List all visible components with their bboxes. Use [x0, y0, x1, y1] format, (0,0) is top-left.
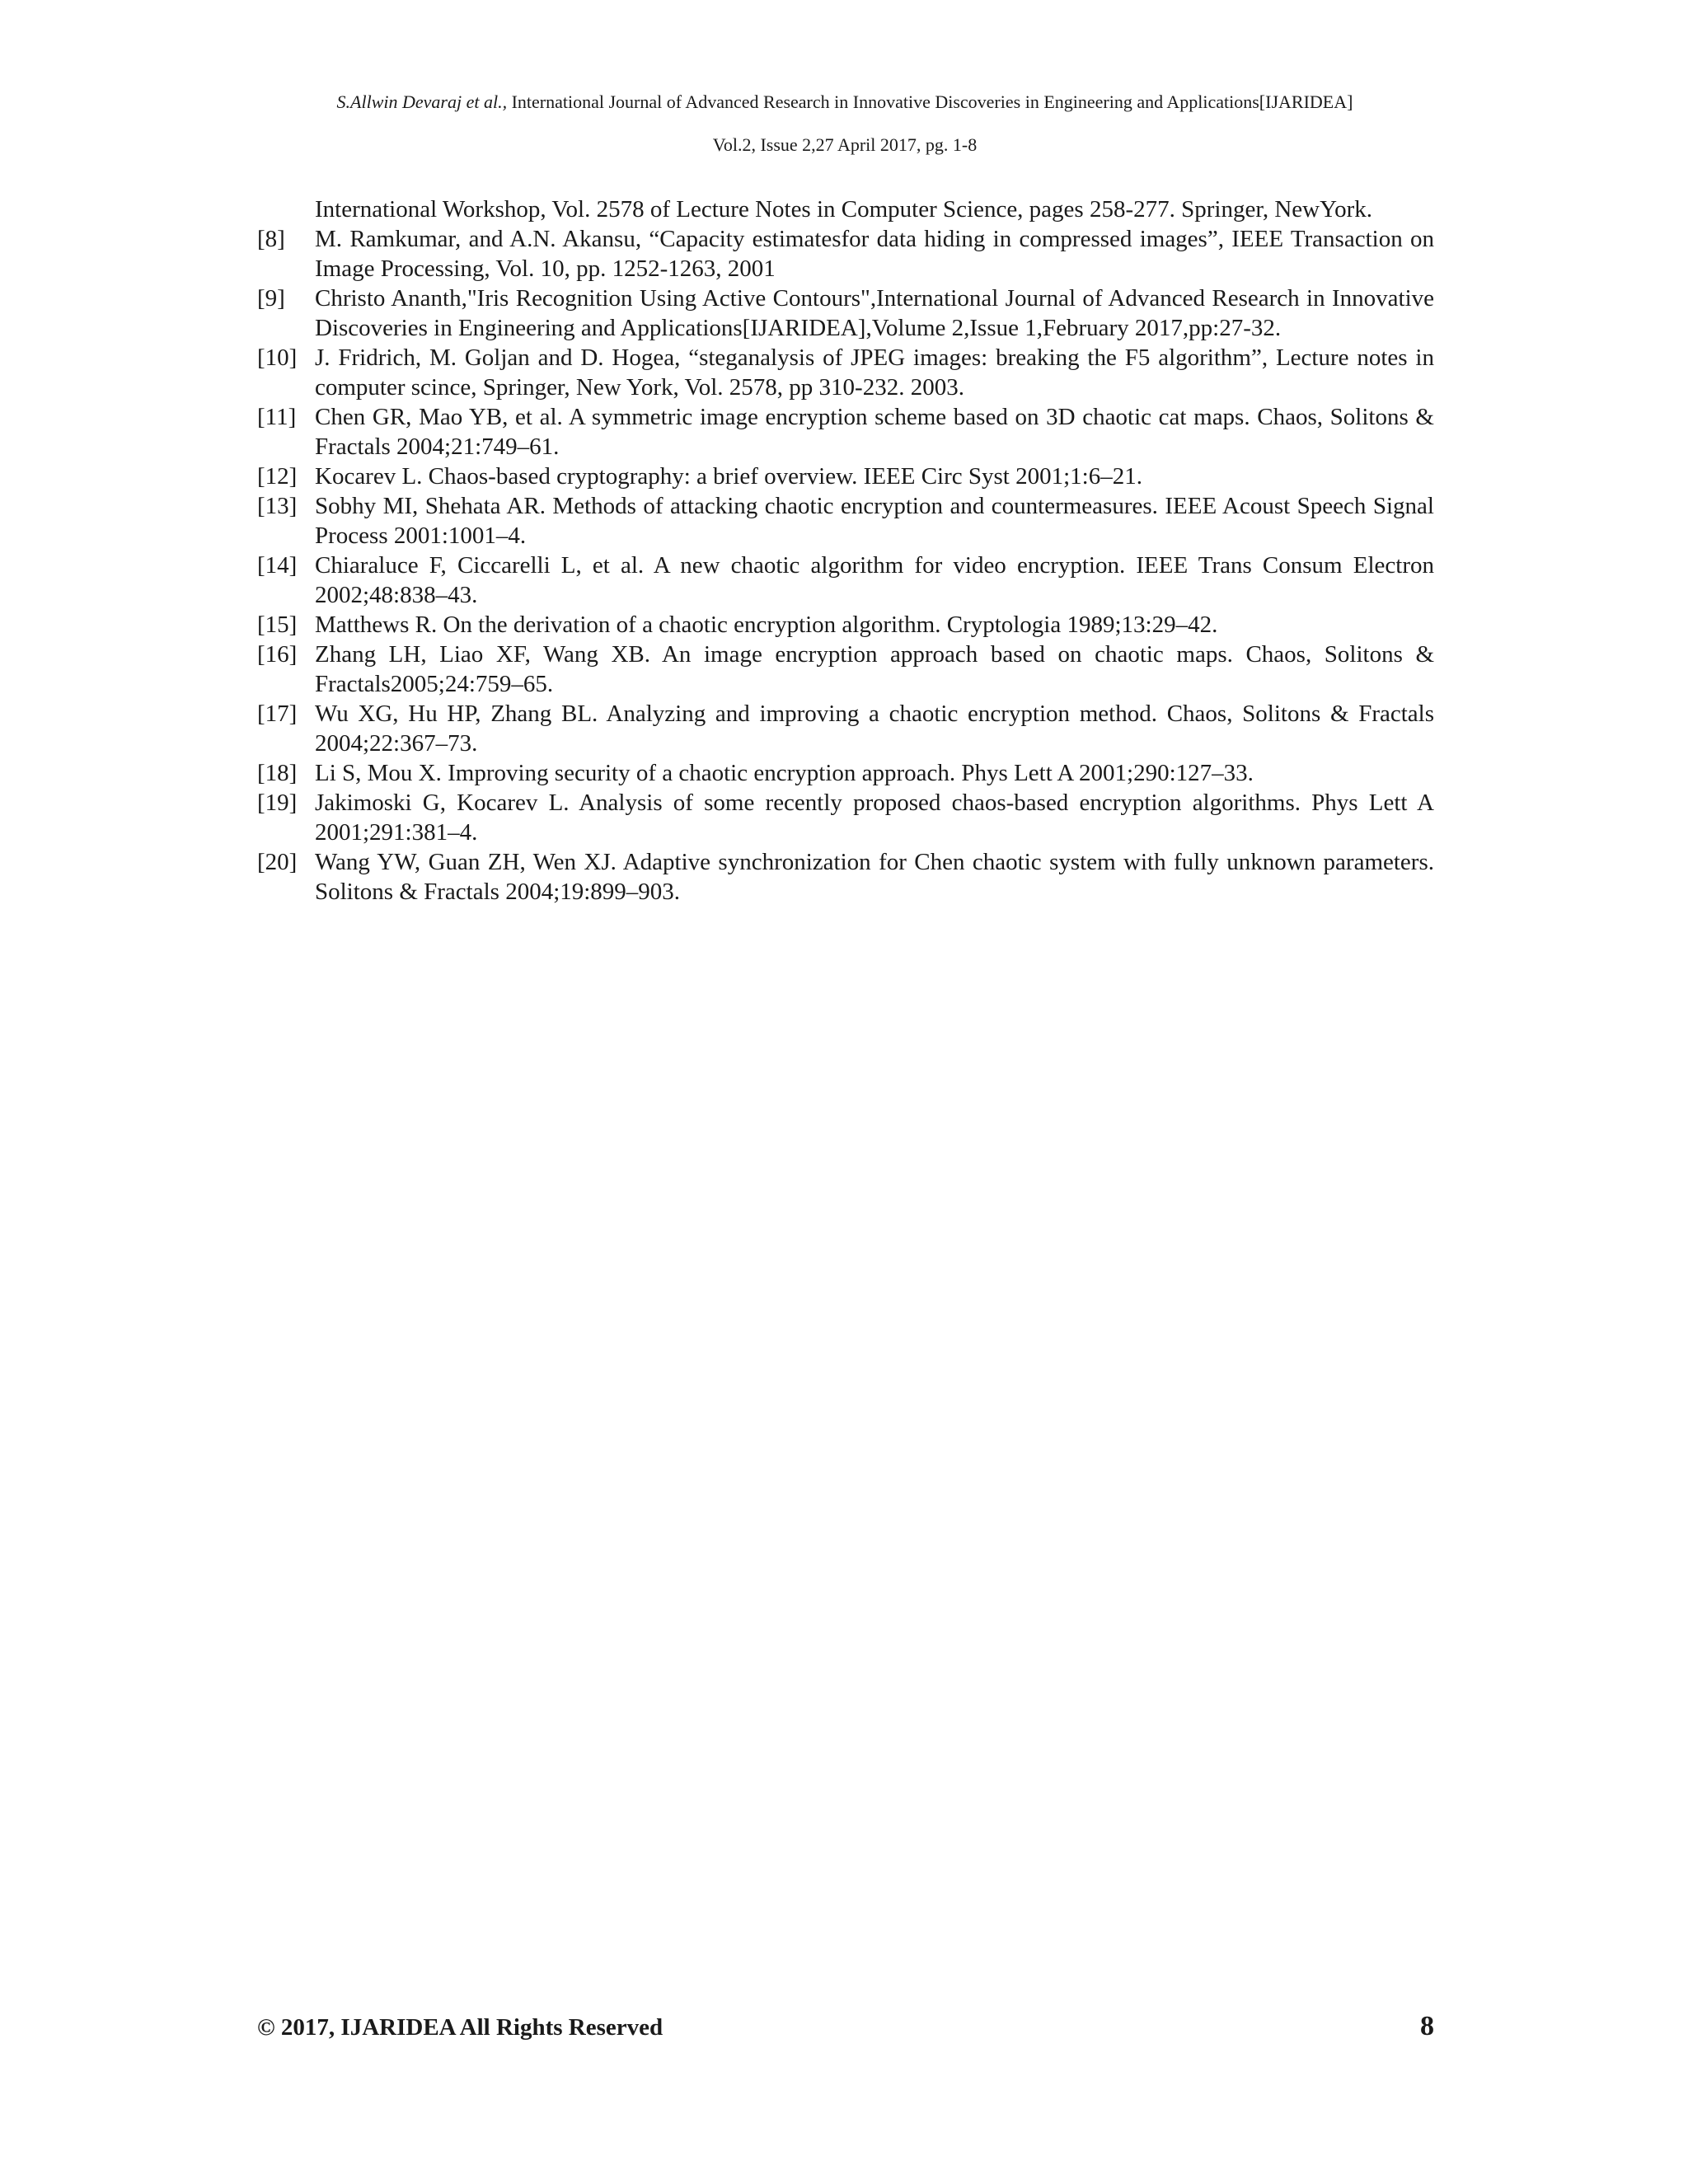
reference-text: Jakimoski G, Kocarev L. Analysis of some recently proposed chaos-based encryption algorithms. Phys Lett A 2001;291:381–4. — [315, 790, 1434, 846]
reference-item — [257, 491, 1434, 551]
reference-number: [17] — [257, 701, 298, 727]
reference-item — [257, 462, 1434, 491]
reference-number: [20] — [257, 849, 298, 875]
reference-number: [15] — [257, 612, 298, 638]
header-volume: Vol.2, Issue 2,27 April 2017, pg. 1-8 — [712, 134, 978, 155]
reference-text: International Workshop, Vol. 2578 of Lecture Notes in Computer Science, pages 258-277. Springer, NewYork. — [315, 196, 1373, 223]
reference-item — [257, 610, 1434, 640]
reference-text: M. Ramkumar, and A.N. Akansu, “Capacity estimatesfor data hiding in compressed images”, IEEE Transaction on Image Processing, Vol. 10, pp. 1252-1263, 2001 — [315, 226, 1434, 282]
reference-item — [257, 847, 1434, 907]
reference-text: Li S, Mou X. Improving security of a chaotic encryption approach. Phys Lett A 2001;290:127–33. — [315, 760, 1254, 786]
reference-text: J. Fridrich, M. Goljan and D. Hogea, “steganalysis of JPEG images: breaking the F5 algorithm”, Lecture notes in computer scince, Springer, New York, Vol. 2578, pp 310-232. 2003. — [315, 344, 1434, 401]
reference-item — [257, 284, 1434, 343]
running-header — [313, 89, 1376, 158]
reference-number: [12] — [257, 463, 298, 490]
reference-item — [257, 224, 1434, 284]
reference-number: [16] — [257, 641, 298, 668]
header-authors: S.Allwin Devaraj et al., — [336, 91, 508, 112]
reference-number: [11] — [257, 404, 297, 430]
reference-item — [257, 343, 1434, 402]
reference-number: [8] — [257, 226, 285, 252]
reference-text: Kocarev L. Chaos-based cryptography: a brief overview. IEEE Circ Syst 2001;1:6–21. — [315, 463, 1142, 490]
header-citation — [313, 89, 1376, 115]
reference-text: Chiaraluce F, Ciccarelli L, et al. A new chaotic algorithm for video encryption. IEEE Trans Consum Electron 2002;48:838–43. — [315, 552, 1434, 608]
reference-number: [14] — [257, 552, 298, 579]
reference-text: Zhang LH, Liao XF, Wang XB. An image encryption approach based on chaotic maps. Chaos, Solitons & Fractals2005;24:759–65. — [315, 641, 1434, 697]
reference-text: Wang YW, Guan ZH, Wen XJ. Adaptive synchronization for Chen chaotic system with fully unknown parameters. Solitons & Fractals 2004;19:899–903. — [315, 849, 1434, 905]
reference-text: Chen GR, Mao YB, et al. A symmetric image encryption scheme based on 3D chaotic cat maps. Chaos, Solitons & Fractals 2004;21:749–61. — [315, 404, 1434, 460]
reference-text: Matthews R. On the derivation of a chaotic encryption algorithm. Cryptologia 1989;13:29–42. — [315, 612, 1218, 638]
reference-text: Wu XG, Hu HP, Zhang BL. Analyzing and improving a chaotic encryption method. Chaos, Solitons & Fractals 2004;22:367–73. — [315, 701, 1434, 757]
reference-item — [257, 640, 1434, 699]
reference-item — [257, 194, 1434, 224]
page-number: 8 — [1420, 2011, 1434, 2041]
reference-number: [9] — [257, 285, 285, 312]
reference-list — [257, 194, 1434, 907]
reference-text: Christo Ananth,"Iris Recognition Using Active Contours",International Journal of Advanced Research in Innovative Discoveries in Engineering and Applications[IJARIDEA],Volume 2,Issue 1,February 2017,pp:27-32. — [315, 285, 1434, 341]
reference-item — [257, 699, 1434, 758]
reference-item — [257, 551, 1434, 610]
reference-number: [19] — [257, 790, 298, 816]
reference-item — [257, 788, 1434, 847]
reference-item — [257, 402, 1434, 462]
reference-number: [10] — [257, 344, 298, 371]
reference-item — [257, 758, 1434, 788]
footer-copyright: © 2017, IJARIDEA All Rights Reserved — [257, 2014, 663, 2041]
header-journal: International Journal of Advanced Research in Innovative Discoveries in Engineering and Applications[IJARIDEA] — [511, 91, 1353, 112]
reference-number: [13] — [257, 493, 298, 519]
reference-number: [18] — [257, 760, 298, 786]
reference-text: Sobhy MI, Shehata AR. Methods of attacking chaotic encryption and countermeasures. IEEE Acoust Speech Signal Process 2001:1001–4. — [315, 493, 1434, 549]
